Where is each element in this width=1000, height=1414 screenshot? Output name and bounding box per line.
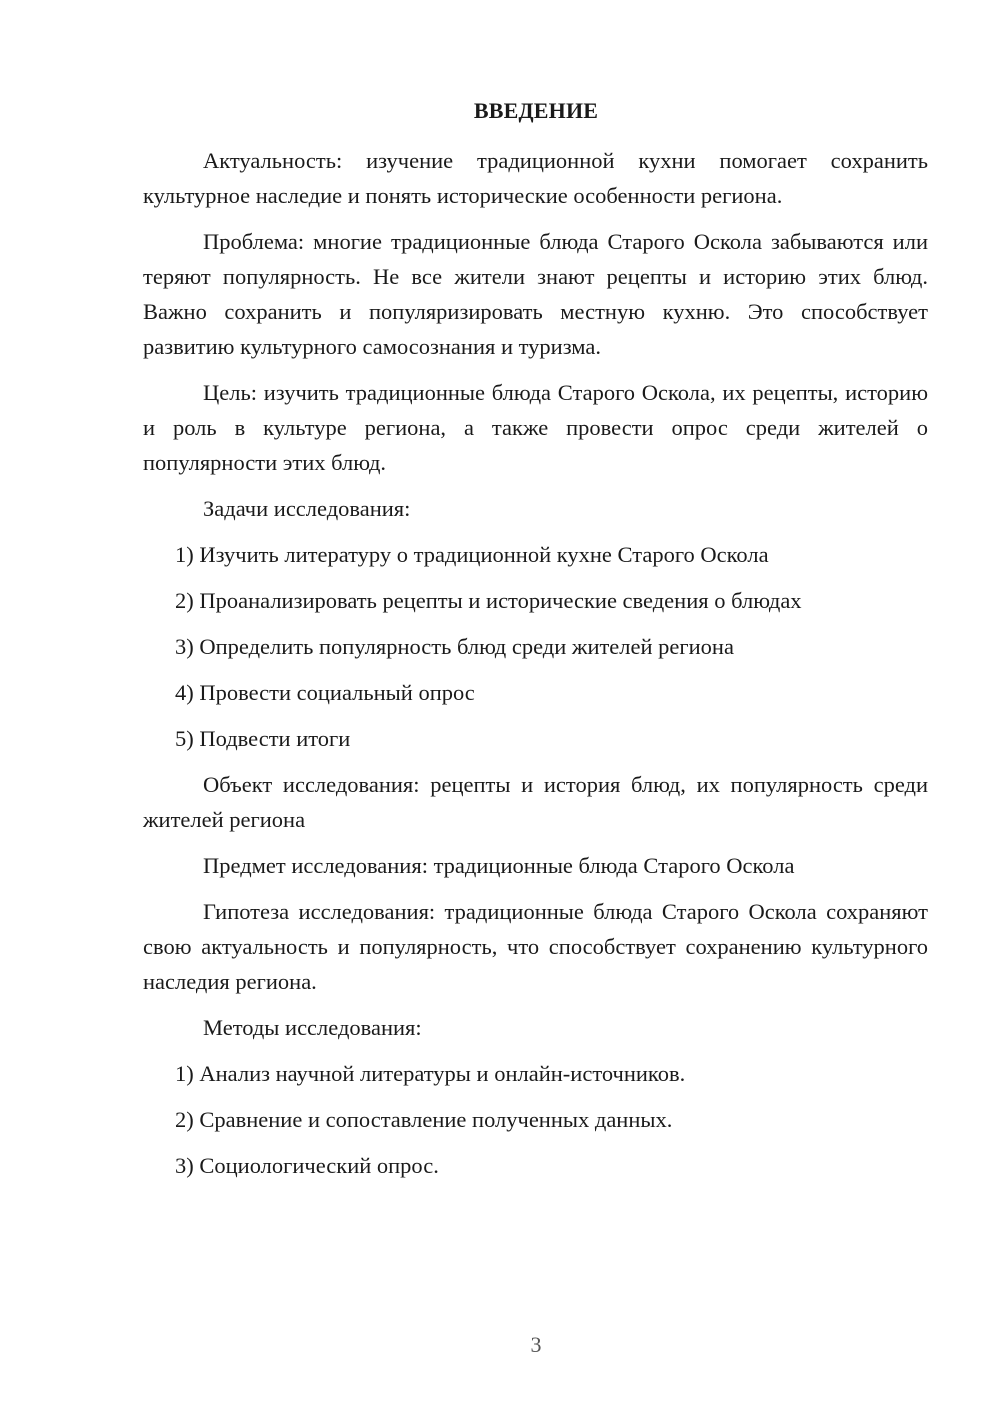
task-item: 5) Подвести итоги (175, 726, 351, 751)
method-item: 2) Сравнение и сопоставление полученных данных. (175, 1107, 673, 1132)
task-item: 3) Определить популярность блюд среди жителей региона (175, 634, 734, 659)
methods-list (143, 1056, 928, 1183)
methods-heading: Методы исследования: (203, 1015, 422, 1040)
object-paragraph: Объект исследования: рецепты и история блюд, их популярность среди жителей региона (143, 772, 928, 832)
page-title: ВВЕДЕНИЕ (473, 98, 599, 123)
tasks-heading: Задачи исследования: (203, 496, 411, 521)
hypothesis-paragraph: Гипотеза исследования: традиционные блюда Старого Оскола сохраняют свою актуальность и популярность, что способствует сохранению культурного наследия региона. (143, 899, 928, 994)
problem-paragraph: Проблема: многие традиционные блюда Старого Оскола забываются или теряют популярность. Не все жители знают рецепты и историю этих блюд. Важно сохранить и популяризировать местную кухню. Это способствует развитию культурного самосознания и туризма. (143, 229, 928, 359)
tasks-list (143, 537, 928, 756)
subject-paragraph: Предмет исследования: традиционные блюда Старого Оскола (203, 853, 795, 878)
goal-paragraph: Цель: изучить традиционные блюда Старого Оскола, их рецепты, историю и роль в культуре региона, а также провести опрос среди жителей о популярности этих блюд. (143, 380, 928, 475)
relevance-paragraph: Актуальность: изучение традиционной кухни помогает сохранить культурное наследие и понять исторические особенности региона. (143, 148, 928, 208)
document-body (143, 143, 928, 1194)
page-number: 3 (530, 1332, 542, 1357)
method-item: 1) Анализ научной литературы и онлайн-источников. (175, 1061, 686, 1086)
method-item: 3) Социологический опрос. (175, 1153, 439, 1178)
task-item: 4) Провести социальный опрос (175, 680, 475, 705)
task-item: 1) Изучить литературу о традиционной кухне Старого Оскола (175, 542, 769, 567)
task-item: 2) Проанализировать рецепты и исторические сведения о блюдах (175, 588, 802, 613)
